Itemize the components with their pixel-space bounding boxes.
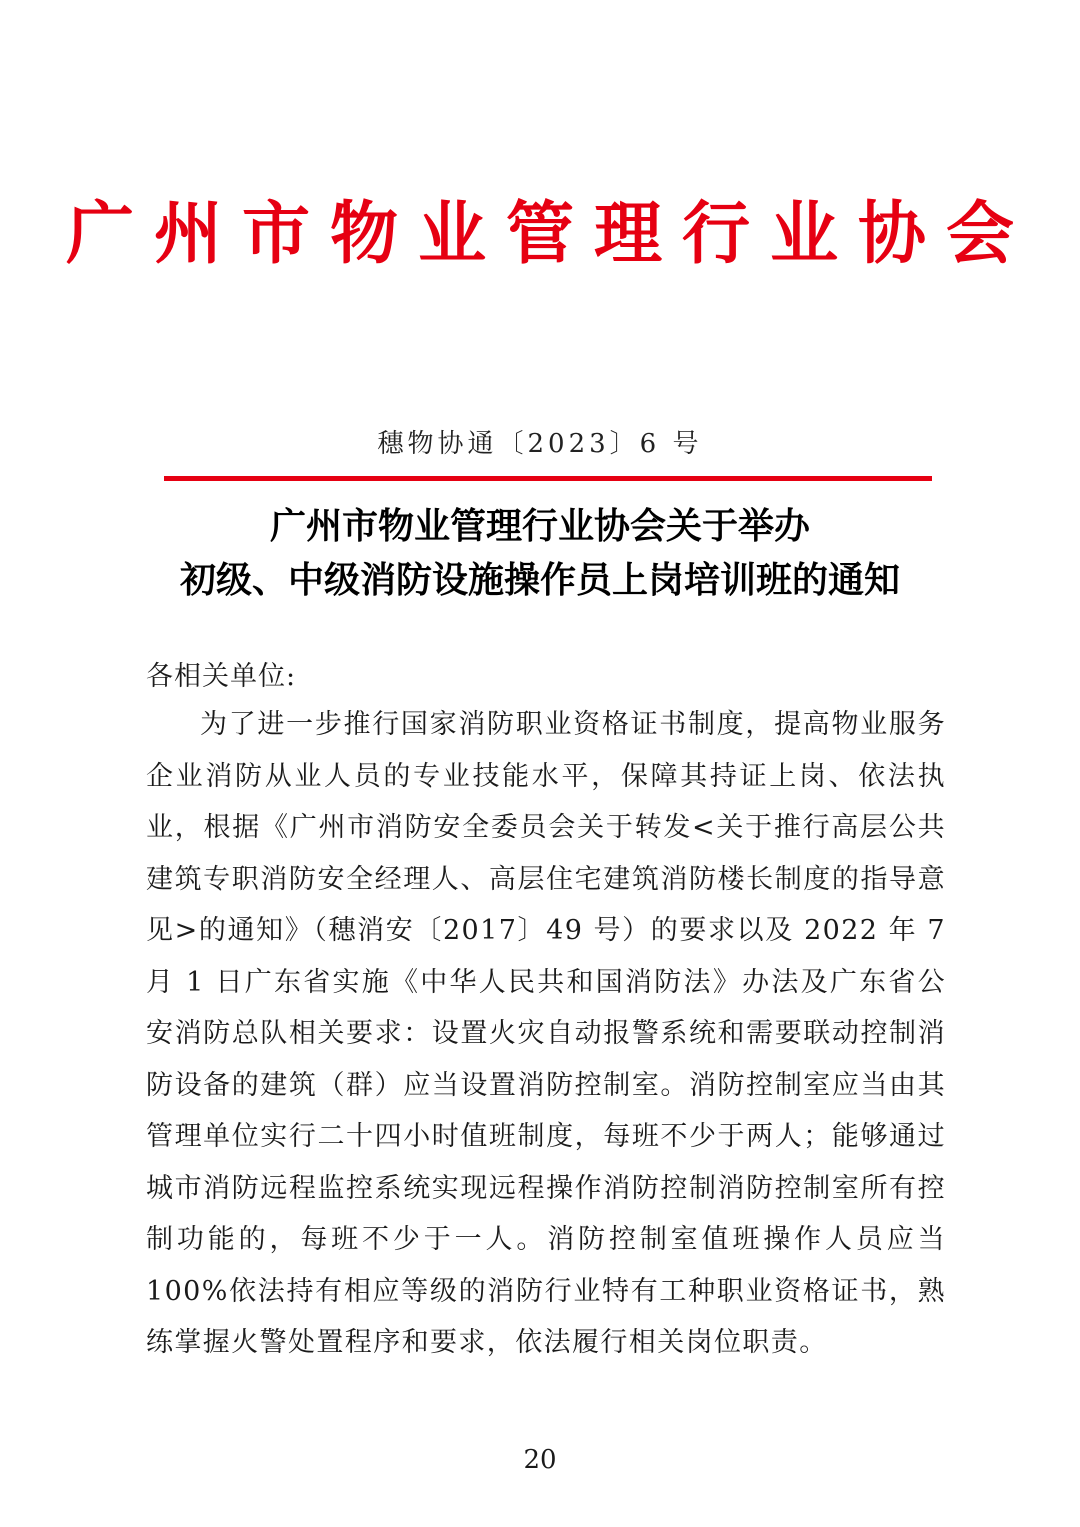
salutation: 各相关单位: [146,661,297,692]
document-title-line-2: 初级、中级消防设施操作员上岗培训班的通知 [179,560,900,601]
document-title-line-1: 广州市物业管理行业协会关于举办 [269,506,810,547]
document-title [0,500,1080,608]
red-divider [164,476,932,481]
organization-header: 广州市物业管理行业协会 [65,194,1034,274]
page-number: 20 [523,1445,557,1475]
document-number: 穗物协通〔2023〕6 号 [377,429,703,459]
body-paragraph: 为了进一步推行国家消防职业资格证书制度，提高物业服务企业消防从业人员的专业技能水平，保障其持证上岗、依法执业，根据《广州市消防安全委员会关于转发<关于推行高层公共建筑专职消防安全经理人、高层住宅建筑消防楼长制度的指导意见>的通知》（穗消安〔2017〕49 号）的要求以及 2022 年 7 月 1 日广东省实施《中华人民共和国消防法》办法及广东省公安消防总队相关要求：设置火灾自动报警系统和需要联动控制消防设备的建筑（群）应当设置消防控制室。消防控制室应当由其管理单位实行二十四小时值班制度，每班不少于两人；能够通过城市消防远程监控系统实现远程操作消防控制消防控制室所有控制功能的，每班不少于一人。消防控制室值班操作人员应当 100%依法持有相应等级的消防行业特有工种职业资格证书，熟练掌握火警处置程序和要求，依法履行相关岗位职责。 [146,709,946,1358]
